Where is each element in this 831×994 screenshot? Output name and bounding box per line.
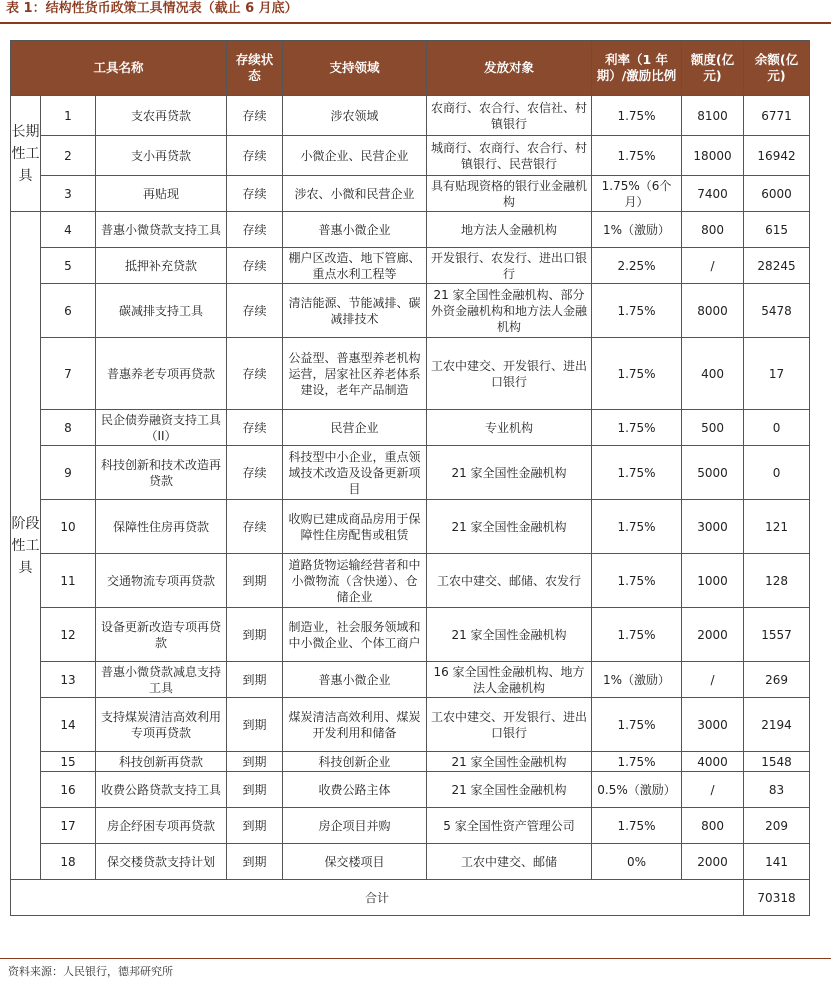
balance-cell: 1548 (744, 752, 810, 772)
row-number-cell: 4 (41, 212, 96, 248)
balance-cell: 6771 (744, 96, 810, 136)
row-number-cell: 2 (41, 136, 96, 176)
target-cell: 21 家全国性金融机构 (427, 752, 592, 772)
header-field: 支持领域 (283, 41, 427, 96)
field-cell: 小微企业、民营企业 (283, 136, 427, 176)
balance-cell: 6000 (744, 176, 810, 212)
status-cell: 存续 (227, 446, 283, 500)
quota-cell: 18000 (682, 136, 744, 176)
tool-name-cell: 碳减排支持工具 (96, 284, 227, 338)
table-row (11, 338, 810, 410)
balance-cell: 141 (744, 844, 810, 880)
rate-cell: 1.75% (592, 410, 682, 446)
rate-cell: 1.75% (592, 752, 682, 772)
balance-cell: 0 (744, 446, 810, 500)
tool-name-cell: 保交楼贷款支持计划 (96, 844, 227, 880)
tool-name-cell: 支持煤炭清洁高效利用专项再贷款 (96, 698, 227, 752)
quota-cell: 8000 (682, 284, 744, 338)
target-cell: 具有贴现资格的银行业金融机构 (427, 176, 592, 212)
table-row (11, 844, 810, 880)
field-cell: 房企项目并购 (283, 808, 427, 844)
status-cell: 存续 (227, 96, 283, 136)
row-number-cell: 15 (41, 752, 96, 772)
row-number-cell: 17 (41, 808, 96, 844)
field-cell: 公益型、普惠型养老机构运营，居家社区养老体系建设，老年产品制造 (283, 338, 427, 410)
header-target: 发放对象 (427, 41, 592, 96)
target-cell: 21 家全国性金融机构 (427, 500, 592, 554)
balance-cell: 615 (744, 212, 810, 248)
field-cell: 制造业，社会服务领域和中小微企业、个体工商户 (283, 608, 427, 662)
row-number-cell: 9 (41, 446, 96, 500)
quota-cell: 2000 (682, 608, 744, 662)
quota-cell: / (682, 662, 744, 698)
table-row (11, 752, 810, 772)
target-cell: 工农中建交、邮储 (427, 844, 592, 880)
target-cell: 21 家全国性金融机构 (427, 446, 592, 500)
table-row (11, 136, 810, 176)
category-phased: 阶段性工具 (11, 212, 41, 880)
quota-cell: 2000 (682, 844, 744, 880)
target-cell: 工农中建交、开发银行、进出口银行 (427, 698, 592, 752)
status-cell: 存续 (227, 176, 283, 212)
status-cell: 存续 (227, 248, 283, 284)
status-cell: 存续 (227, 410, 283, 446)
rate-cell: 1.75% (592, 338, 682, 410)
tool-name-cell: 房企纾困专项再贷款 (96, 808, 227, 844)
tool-name-cell: 普惠小微贷款减息支持工具 (96, 662, 227, 698)
field-cell: 棚户区改造、地下管廊、重点水利工程等 (283, 248, 427, 284)
rate-cell: 1.75% (592, 96, 682, 136)
field-cell: 涉农、小微和民营企业 (283, 176, 427, 212)
tool-name-cell: 抵押补充贷款 (96, 248, 227, 284)
balance-cell: 16942 (744, 136, 810, 176)
status-cell: 存续 (227, 284, 283, 338)
total-row (11, 880, 810, 916)
rate-cell: 1.75% (592, 698, 682, 752)
target-cell: 开发银行、农发行、进出口银行 (427, 248, 592, 284)
field-cell: 保交楼项目 (283, 844, 427, 880)
quota-cell: 400 (682, 338, 744, 410)
table-row (11, 554, 810, 608)
total-label: 合计 (11, 880, 744, 916)
row-number-cell: 13 (41, 662, 96, 698)
quota-cell: / (682, 248, 744, 284)
status-cell: 到期 (227, 662, 283, 698)
tool-name-cell: 支农再贷款 (96, 96, 227, 136)
status-cell: 到期 (227, 772, 283, 808)
target-cell: 城商行、农商行、农合行、村镇银行、民营银行 (427, 136, 592, 176)
header-tool-name: 工具名称 (11, 41, 227, 96)
status-cell: 到期 (227, 608, 283, 662)
rate-cell: 1.75% (592, 500, 682, 554)
quota-cell: 5000 (682, 446, 744, 500)
quota-cell: / (682, 772, 744, 808)
row-number-cell: 16 (41, 772, 96, 808)
balance-cell: 209 (744, 808, 810, 844)
status-cell: 到期 (227, 844, 283, 880)
header-row (11, 41, 810, 96)
total-value: 70318 (744, 880, 810, 916)
tool-name-cell: 普惠养老专项再贷款 (96, 338, 227, 410)
rate-cell: 0% (592, 844, 682, 880)
header-rate: 利率（1 年期）/激励比例 (592, 41, 682, 96)
tool-name-cell: 普惠小微贷款支持工具 (96, 212, 227, 248)
table-row (11, 662, 810, 698)
balance-cell: 2194 (744, 698, 810, 752)
balance-cell: 1557 (744, 608, 810, 662)
tool-name-cell: 支小再贷款 (96, 136, 227, 176)
row-number-cell: 1 (41, 96, 96, 136)
target-cell: 21 家全国性金融机构 (427, 772, 592, 808)
field-cell: 普惠小微企业 (283, 212, 427, 248)
status-cell: 到期 (227, 554, 283, 608)
target-cell: 5 家全国性资产管理公司 (427, 808, 592, 844)
header-status: 存续状态 (227, 41, 283, 96)
table-row (11, 446, 810, 500)
balance-cell: 128 (744, 554, 810, 608)
row-number-cell: 7 (41, 338, 96, 410)
table-row (11, 808, 810, 844)
field-cell: 清洁能源、节能减排、碳减排技术 (283, 284, 427, 338)
quota-cell: 1000 (682, 554, 744, 608)
table-row (11, 410, 810, 446)
table-row (11, 248, 810, 284)
rate-cell: 1.75% (592, 284, 682, 338)
row-number-cell: 10 (41, 500, 96, 554)
rate-cell: 1.75% (592, 808, 682, 844)
tool-name-cell: 科技创新再贷款 (96, 752, 227, 772)
target-cell: 21 家全国性金融机构、部分外资金融机构和地方法人金融机构 (427, 284, 592, 338)
table-row (11, 284, 810, 338)
balance-cell: 269 (744, 662, 810, 698)
row-number-cell: 3 (41, 176, 96, 212)
status-cell: 存续 (227, 136, 283, 176)
rate-cell: 0.5%（激励） (592, 772, 682, 808)
source-note: 资料来源：人民银行，德邦研究所 (8, 965, 173, 978)
header-balance: 余额(亿元) (744, 41, 810, 96)
balance-cell: 83 (744, 772, 810, 808)
status-cell: 存续 (227, 338, 283, 410)
field-cell: 收费公路主体 (283, 772, 427, 808)
table-title: 表 1：结构性货币政策工具情况表（截止 6 月底） (6, 1, 298, 16)
row-number-cell: 5 (41, 248, 96, 284)
quota-cell: 3000 (682, 500, 744, 554)
table-row (11, 698, 810, 752)
rate-cell: 1.75% (592, 136, 682, 176)
tool-name-cell: 保障性住房再贷款 (96, 500, 227, 554)
rate-cell: 2.25% (592, 248, 682, 284)
balance-cell: 121 (744, 500, 810, 554)
field-cell: 煤炭清洁高效利用、煤炭开发利用和储备 (283, 698, 427, 752)
quota-cell: 800 (682, 808, 744, 844)
quota-cell: 7400 (682, 176, 744, 212)
target-cell: 工农中建交、开发银行、进出口银行 (427, 338, 592, 410)
balance-cell: 17 (744, 338, 810, 410)
table-row (11, 212, 810, 248)
table-row (11, 96, 810, 136)
rate-cell: 1.75% (592, 446, 682, 500)
field-cell: 科技创新企业 (283, 752, 427, 772)
header-quota: 额度(亿元) (682, 41, 744, 96)
tool-name-cell: 设备更新改造专项再贷款 (96, 608, 227, 662)
quota-cell: 500 (682, 410, 744, 446)
field-cell: 收购已建成商品房用于保障性住房配售或租赁 (283, 500, 427, 554)
footer-divider (0, 958, 831, 959)
rate-cell: 1.75% (592, 554, 682, 608)
target-cell: 农商行、农合行、农信社、村镇银行 (427, 96, 592, 136)
status-cell: 到期 (227, 698, 283, 752)
balance-cell: 28245 (744, 248, 810, 284)
target-cell: 21 家全国性金融机构 (427, 608, 592, 662)
policy-tools-table (10, 40, 810, 916)
quota-cell: 4000 (682, 752, 744, 772)
table-row (11, 608, 810, 662)
status-cell: 到期 (227, 808, 283, 844)
table-row (11, 772, 810, 808)
tool-name-cell: 科技创新和技术改造再贷款 (96, 446, 227, 500)
rate-cell: 1%（激励） (592, 212, 682, 248)
status-cell: 存续 (227, 212, 283, 248)
quota-cell: 800 (682, 212, 744, 248)
rate-cell: 1.75%（6个月） (592, 176, 682, 212)
row-number-cell: 11 (41, 554, 96, 608)
table-row (11, 176, 810, 212)
tool-name-cell: 交通物流专项再贷款 (96, 554, 227, 608)
target-cell: 工农中建交、邮储、农发行 (427, 554, 592, 608)
row-number-cell: 8 (41, 410, 96, 446)
status-cell: 存续 (227, 500, 283, 554)
quota-cell: 3000 (682, 698, 744, 752)
row-number-cell: 6 (41, 284, 96, 338)
row-number-cell: 12 (41, 608, 96, 662)
field-cell: 民营企业 (283, 410, 427, 446)
row-number-cell: 14 (41, 698, 96, 752)
row-number-cell: 18 (41, 844, 96, 880)
title-divider (0, 22, 831, 24)
tool-name-cell: 再贴现 (96, 176, 227, 212)
tool-name-cell: 民企债券融资支持工具（II） (96, 410, 227, 446)
balance-cell: 5478 (744, 284, 810, 338)
rate-cell: 1%（激励） (592, 662, 682, 698)
field-cell: 涉农领域 (283, 96, 427, 136)
tool-name-cell: 收费公路贷款支持工具 (96, 772, 227, 808)
target-cell: 16 家全国性金融机构、地方法人金融机构 (427, 662, 592, 698)
field-cell: 普惠小微企业 (283, 662, 427, 698)
target-cell: 地方法人金融机构 (427, 212, 592, 248)
field-cell: 科技型中小企业，重点领域技术改造及设备更新项目 (283, 446, 427, 500)
field-cell: 道路货物运输经营者和中小微物流（含快递）、仓储企业 (283, 554, 427, 608)
balance-cell: 0 (744, 410, 810, 446)
table-row (11, 500, 810, 554)
target-cell: 专业机构 (427, 410, 592, 446)
rate-cell: 1.75% (592, 608, 682, 662)
quota-cell: 8100 (682, 96, 744, 136)
status-cell: 到期 (227, 752, 283, 772)
category-long-term: 长期性工具 (11, 96, 41, 212)
